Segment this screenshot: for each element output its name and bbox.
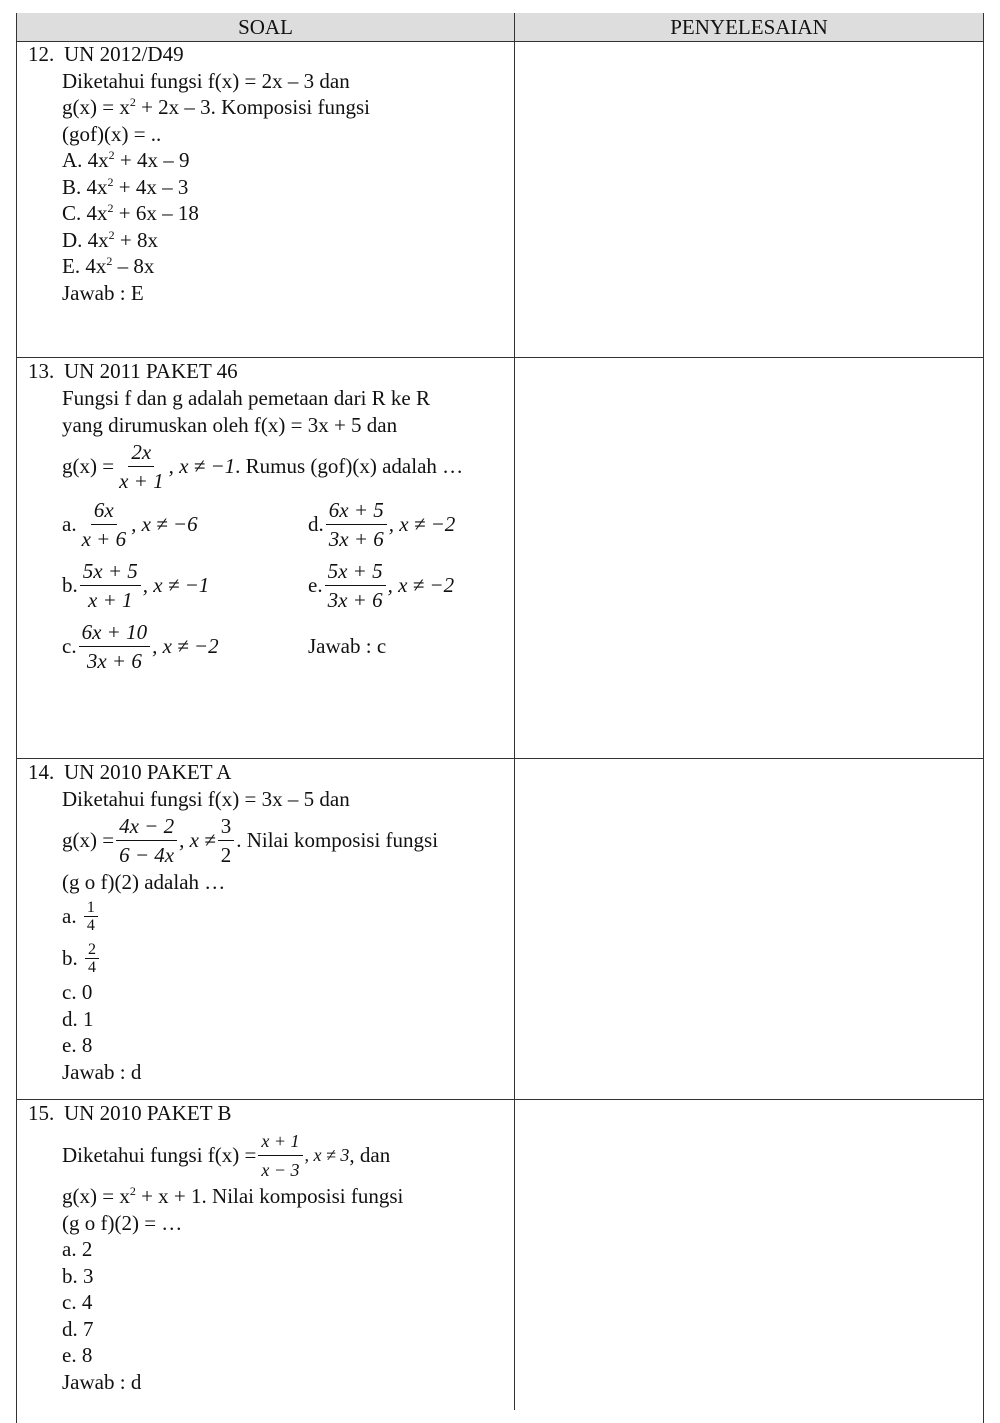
option-d: d. 7 — [62, 1316, 94, 1341]
question-line: (g o f)(2) = … — [62, 1210, 183, 1235]
question-text — [62, 385, 508, 677]
f-definition: Diketahui fungsi f(x) = $\frac{x + 1}{x - 3}$ , x ≠ 3 , dan — [62, 1127, 508, 1183]
answer: Jawab : c — [308, 634, 387, 658]
question-number: 14. — [28, 760, 55, 784]
options-row — [62, 555, 508, 616]
question-source-wrap — [64, 759, 508, 786]
option-e: E. $4x^2 - 8x$ — [62, 254, 155, 278]
question-text — [62, 786, 508, 1085]
question-source: UN 2012/D49 — [64, 42, 184, 66]
option-a: a. 2 — [62, 1237, 93, 1261]
option-a: a. $\frac{6x}{x + 6}$ , x ≠ −6 — [62, 498, 198, 551]
question-line: Diketahui fungsi f(x) = 3x – 5 dan — [62, 787, 350, 811]
header-soal: SOAL — [17, 13, 514, 41]
option-e: e. 8 — [62, 1033, 93, 1057]
column-divider — [514, 13, 515, 1410]
question-number: 12. — [28, 42, 55, 66]
question-12 — [16, 41, 514, 357]
question-body — [64, 41, 508, 68]
option-c: c. 0 — [62, 980, 93, 1004]
question-15 — [16, 1099, 514, 1410]
question-source: UN 2010 PAKET B — [64, 1101, 232, 1125]
option-b: b. $\frac{5x + 5}{x + 1}$ , x ≠ −1 — [62, 559, 210, 612]
option-d: D. $4x^2 + 8x$ — [62, 227, 159, 252]
answer: Jawab : d — [62, 1059, 142, 1084]
question-text — [62, 1127, 508, 1395]
option-e: e. $\frac{5x + 5}{3x + 6}$ , x ≠ −2 — [308, 559, 455, 612]
question-line: $g(x) = x^2 + x + 1$. Nilai komposisi fungsi — [62, 1184, 404, 1208]
question-13 — [16, 357, 514, 758]
header-penyelesaian: PENYELESAIAN — [515, 13, 983, 41]
question-source: UN 2011 PAKET 46 — [64, 359, 238, 383]
option-d: d. $\frac{6x + 5}{3x + 6}$ , x ≠ −2 — [308, 498, 456, 551]
g-definition: g(x) = $\frac{4x - 2}{6 - 4x}$ , x ≠ $\frac{3}{2}$ . Nilai komposisi fungsi — [62, 814, 439, 867]
question-line: yang dirumuskan oleh f(x) = 3x + 5 dan — [62, 412, 398, 437]
answer: Jawab : d — [62, 1369, 142, 1394]
question-source-wrap — [64, 358, 508, 385]
g-definition: g(x) = $\frac{2x}{x + 1}$ , x ≠ −1 . Rumus (gof)(x) adalah … — [62, 439, 464, 493]
question-line: (gof)(x) = .. — [62, 121, 162, 146]
question-source-wrap — [64, 1100, 508, 1127]
question-line: Diketahui fungsi f(x) = 2x – 3 dan — [62, 68, 350, 93]
option-e: e. 8 — [62, 1343, 93, 1367]
question-source: UN 2010 PAKET A — [64, 760, 232, 784]
options-row — [62, 494, 508, 555]
option-b: b. $\frac{2}{4}$ — [62, 937, 508, 979]
answer: Jawab : E — [62, 280, 144, 305]
question-14 — [16, 758, 514, 1099]
question-line: Fungsi f dan g adalah pemetaan dari R ke R — [62, 386, 430, 410]
question-line: $g(x) = x^2 + 2x - 3$. Komposisi fungsi — [62, 95, 370, 119]
option-a: a. $\frac{1}{4}$ — [62, 895, 508, 937]
question-number: 15. — [28, 1101, 55, 1125]
option-b: B. $4x^2 + 4x - 3$ — [62, 174, 189, 199]
question-line: (g o f)(2) adalah … — [62, 869, 226, 894]
question-text — [62, 68, 508, 307]
option-c: c. $\frac{6x + 10}{3x + 6}$ , x ≠ −2 — [62, 620, 219, 673]
option-b: b. 3 — [62, 1263, 94, 1288]
options-row — [62, 616, 508, 677]
option-a: A. $4x^2 + 4x - 9$ — [62, 148, 190, 172]
option-c: c. 4 — [62, 1290, 93, 1314]
option-d: d. 1 — [62, 1006, 94, 1031]
question-number: 13. — [28, 359, 55, 383]
option-c: C. $4x^2 + 6x - 18$ — [62, 201, 199, 225]
